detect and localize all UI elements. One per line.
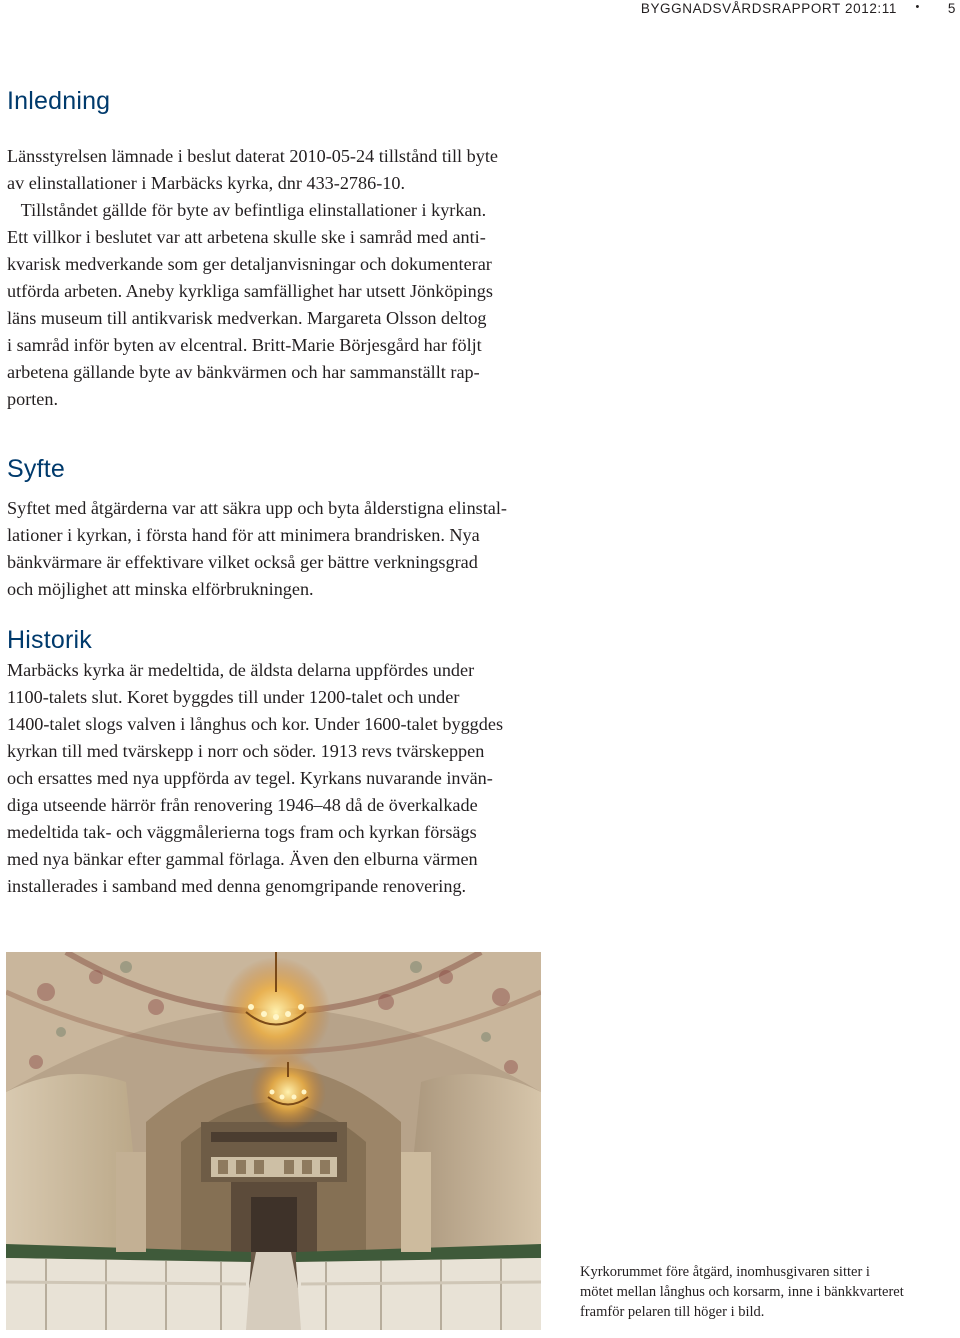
- text-line: Marbäcks kyrka är medeltida, de äldsta delarna uppfördes under: [7, 660, 475, 680]
- text-line: diga utseende härrör från renovering 1946–48 då de överkalkade: [7, 795, 478, 815]
- church-interior-photo: [6, 952, 541, 1330]
- header-bullet: •: [915, 1, 920, 13]
- running-header: [0, 0, 960, 20]
- report-title: BYGGNADSVÅRDSRAPPORT 2012:11: [640, 1, 897, 16]
- text-line: Syftet med åtgärderna var att säkra upp och byta ålderstigna elinstal-: [7, 498, 507, 518]
- text-line: lationer i kyrkan, i första hand för att minimera brandrisken. Nya: [7, 525, 480, 545]
- text-line: Ett villkor i beslutet var att arbetena skulle ske i samråd med anti-: [7, 227, 486, 247]
- text-line: Tillståndet gällde för byte av befintliga elinstallationer i kyrkan.: [7, 200, 487, 220]
- page-number: 5: [947, 1, 956, 16]
- text-line: läns museum till antikvarisk medverkan. Margareta Olsson deltog: [7, 308, 487, 328]
- text-line: kyrkan till med tvärskepp i norr och söder. 1913 revs tvärskeppen: [7, 741, 485, 761]
- text-line: 1100-talets slut. Koret byggdes till under 1200-talet och under: [7, 687, 460, 707]
- text-line: med nya bänkar efter gammal förlaga. Även den elburna värmen: [7, 849, 478, 869]
- text-line: utförda arbeten. Aneby kyrkliga samfällighet har utsett Jönköpings: [7, 281, 493, 301]
- paragraph-inledning: [7, 143, 547, 413]
- text-line: arbetena gällande byte av bänkvärmen och har sammanställt rap-: [7, 362, 480, 382]
- text-line: installerades i samband med denna genomgripande renovering.: [7, 876, 467, 896]
- caption-line: Kyrkorummet före åtgärd, inomhusgivaren sitter i: [580, 1264, 870, 1280]
- text-line: kvarisk medverkande som ger detaljanvisningar och dokumenterar: [7, 254, 492, 274]
- text-line: medeltida tak- och väggmålerierna togs fram och kyrkan försägs: [7, 822, 477, 842]
- text-line: av elinstallationer i Marbäcks kyrka, dnr 433-2786-10.: [7, 173, 405, 193]
- text-line: 1400-talet slogs valven i långhus och kor. Under 1600-talet byggdes: [7, 714, 504, 734]
- text-line: och ersattes med nya uppförda av tegel. Kyrkans nuvarande invän-: [7, 768, 493, 788]
- text-line: i samråd inför byten av elcentral. Britt-Marie Börjesgård har följt: [7, 335, 482, 355]
- heading-inledning: Inledning: [7, 87, 111, 115]
- heading-syfte: Syfte: [7, 455, 65, 483]
- text-line: porten.: [7, 389, 59, 409]
- text-line: Länsstyrelsen lämnade i beslut daterat 2010-05-24 tillstånd till byte: [7, 146, 498, 166]
- paragraph-syfte: [7, 495, 547, 603]
- text-line: bänkvärmare är effektivare vilket också ger bättre verkningsgrad: [7, 552, 478, 572]
- heading-historik: Historik: [7, 626, 92, 654]
- figure-caption: [580, 1262, 955, 1322]
- paragraph-historik: [7, 657, 547, 900]
- caption-line: framför pelaren till höger i bild.: [580, 1304, 765, 1320]
- text-line: och möjlighet att minska elförbrukningen.: [7, 579, 314, 599]
- caption-line: mötet mellan långhus och korsarm, inne i bänkkvarteret: [580, 1284, 904, 1300]
